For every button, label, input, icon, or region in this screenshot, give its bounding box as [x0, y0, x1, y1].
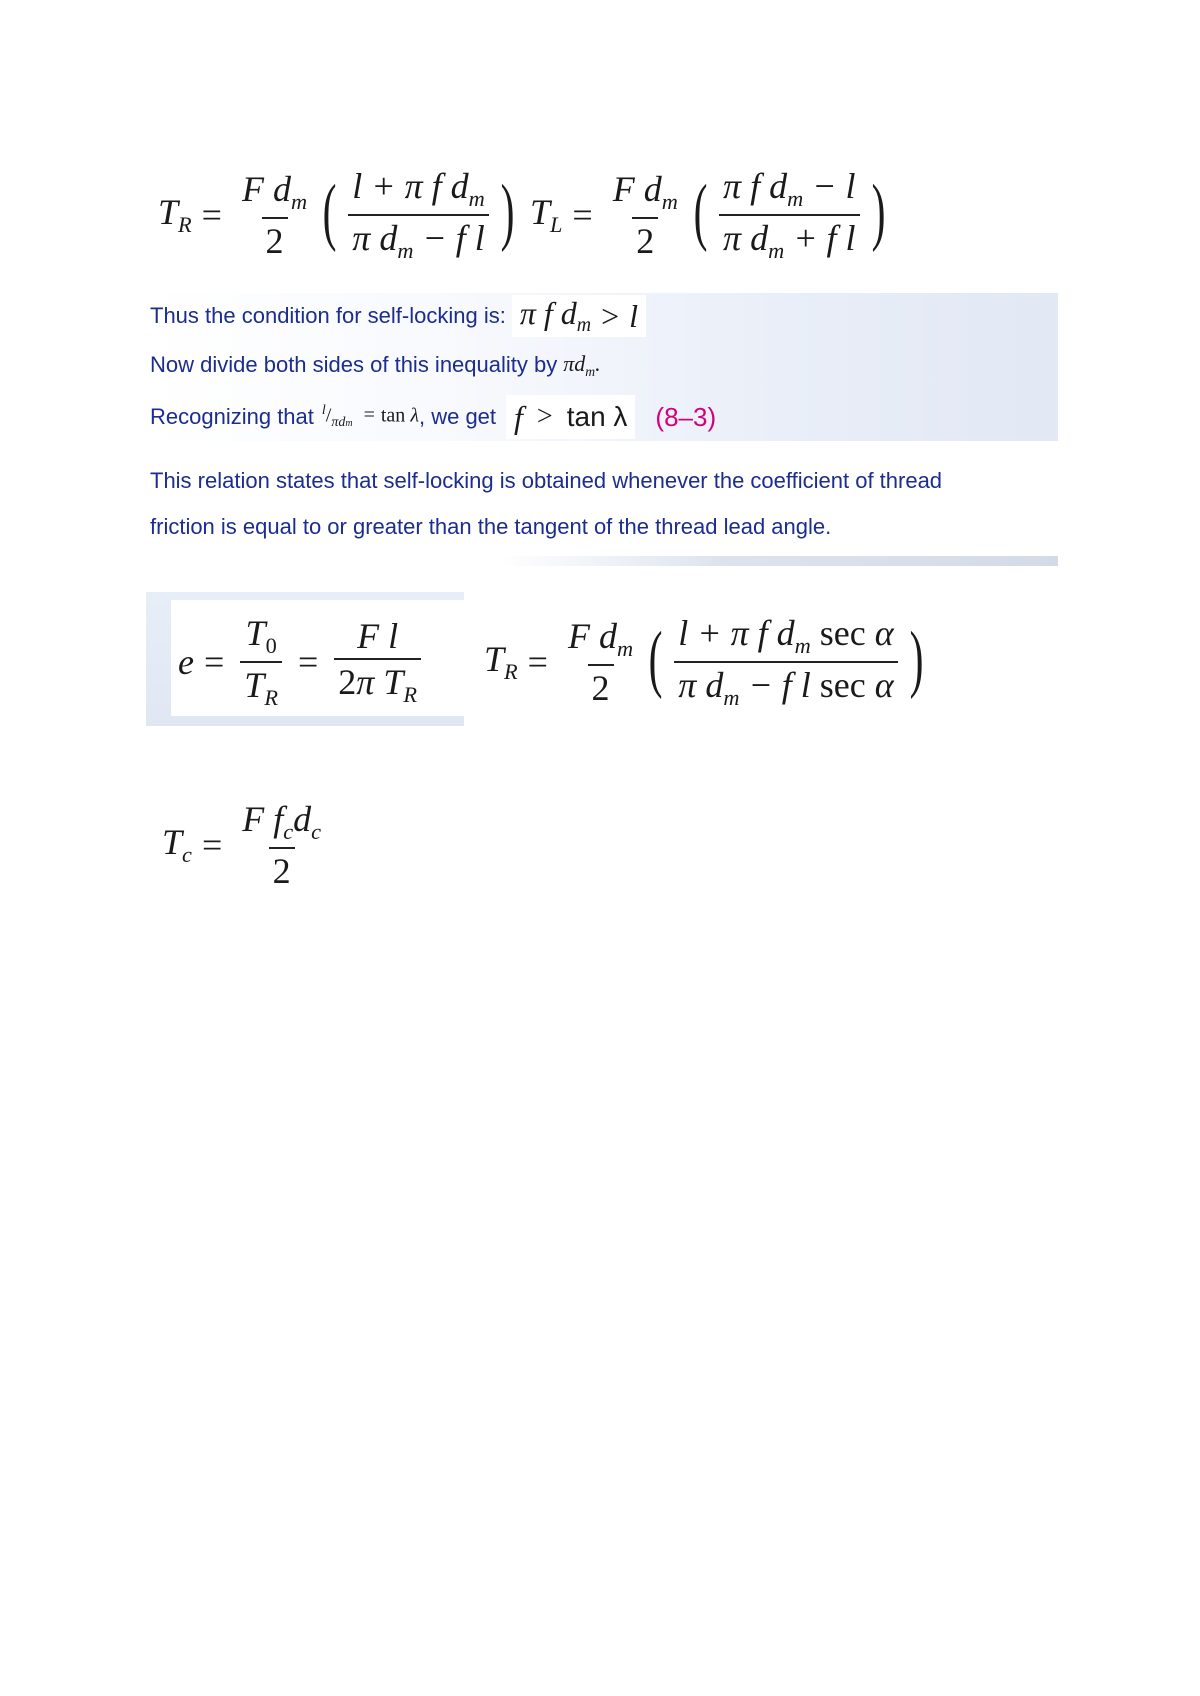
fraction-fl-over-2pitr: $\frac{\text{F l}}{2\pi T_R}$ — [334, 618, 421, 706]
symbol-tc: $T_c$ — [162, 821, 192, 867]
self-locking-condition-line — [150, 296, 646, 336]
pi-dm-symbol: $\pi d_m$. — [563, 350, 601, 379]
recognizing-text: Recognizing that — [150, 404, 314, 429]
fraction-collar: $\frac{F f_cd_c}{2}$ — [242, 798, 322, 892]
fraction-t0-over-tr: $\frac{T_0}{T_R}$ — [240, 615, 282, 709]
symbol-tr-acme: $T_R$ — [484, 638, 518, 684]
divider-bar — [500, 556, 1058, 566]
fraction-lower-ratio: $\frac{\pi f d_m - l}{\pi d_m + f l}$ — [719, 168, 859, 262]
friction-inequality: f > tan λ — [506, 395, 635, 439]
symbol-tl: $T_L$ — [529, 191, 563, 237]
equation-acme-raise-torque: $T_R$ = $\frac{F d_m}{2}$ ( $\frac{l + \pi f d_m \sec \alpha}{\pi d_m - f l \sec \alpha}$ ) — [484, 612, 924, 710]
fraction-f-dm-over-2-lower: $\frac{F d_m}{2}$ — [612, 168, 678, 262]
eq-tr-raise-text — [0, 0, 1, 1]
lead-ratio-expression: $^l/_{\pi dm} = \tan \lambda$ — [321, 402, 419, 431]
self-locking-condition-text: Thus the condition for self-locking is: — [150, 303, 506, 328]
explanation-line-1: This relation states that self-locking is obtained whenever the coefficient of thread — [150, 468, 943, 493]
self-locking-inequality: π f $d_m$ > l — [512, 295, 646, 337]
fraction-raise-ratio: $\frac{l + \pi f d_m}{\pi d_m - f l}$ — [348, 168, 488, 262]
fraction-f-dm-over-2-acme: $\frac{F d_m}{2}$ — [567, 615, 634, 709]
recognizing-line — [150, 395, 716, 439]
equation-collar-torque: $T_c$ = $\frac{F f_cd_c}{2}$ — [162, 795, 331, 895]
equation-efficiency: e = $\frac{T_0}{T_R}$ = $\frac{\text{F l}}{2\pi T_R}$ — [178, 612, 427, 712]
fraction-f-dm-over-2: $\frac{F d_m}{2}$ — [241, 168, 308, 262]
explanation-line-2: friction is equal to or greater than the tangent of the thread lead angle. — [150, 514, 832, 539]
fraction-acme-ratio: $\frac{l + \pi f d_m \sec \alpha}{\pi d_m - f l \sec \alpha}$ — [674, 615, 897, 709]
symbol-tr: $T_R$ — [158, 191, 192, 237]
divide-sides-line — [150, 347, 601, 383]
equation-number: (8–3) — [655, 401, 717, 432]
self-locking-explanation — [150, 458, 1050, 550]
equation-raise-lower-torque: $T_R$ = $\frac{F d_m}{2}$ ( $\frac{l + \pi f d_m}{\pi d_m - f l}$ ) $T_L$ = $\frac{F d_m}{2}$ ( $\frac{\pi f d_m - l}{\pi d_m + f l}$ ) — [158, 165, 886, 263]
divide-sides-text: Now divide both sides of this inequality by — [150, 352, 558, 377]
we-get-text: , we get — [418, 404, 497, 429]
